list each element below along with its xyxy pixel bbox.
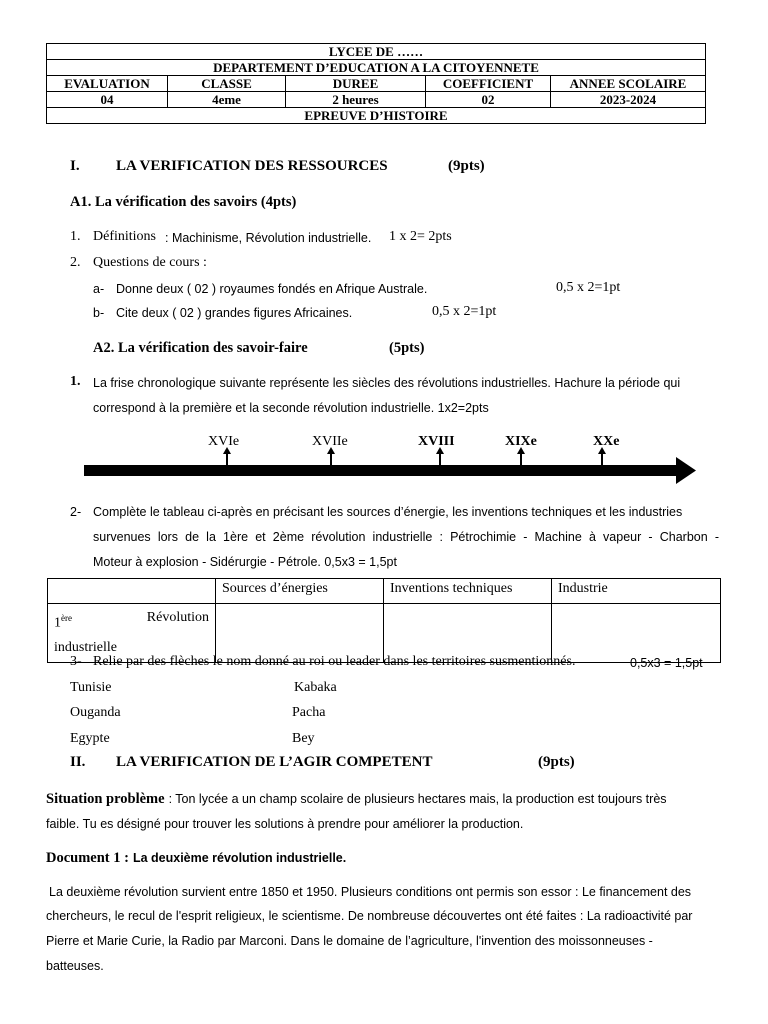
col-evaluation: EVALUATION <box>47 76 168 92</box>
leader-pacha: Pacha <box>292 705 326 720</box>
row-word-revolution: Révolution <box>146 610 209 625</box>
row-ordinal-suffix: ère <box>61 613 72 623</box>
situation-line2: faible. Tu es désigné pour trouver les solutions à prendre pour améliorer la production. <box>46 817 524 831</box>
section2-number: II. <box>70 754 86 770</box>
situation-label: Situation problème <box>46 791 165 807</box>
table-header-empty <box>48 579 216 604</box>
a1-q1-number: 1. <box>70 229 81 244</box>
territory-egypte: Egypte <box>70 731 110 746</box>
section1-points: (9pts) <box>448 158 485 174</box>
timeline-label-xvie: XVIe <box>208 434 240 449</box>
department-name: DEPARTEMENT D’EDUCATION A LA CITOYENNETE <box>47 60 706 76</box>
a1-q1-label: Définitions <box>93 229 156 244</box>
row-word-industrielle: industrielle <box>54 639 117 655</box>
section2-title: LA VERIFICATION DE L’AGIR COMPETENT <box>116 754 433 770</box>
val-evaluation: 04 <box>47 92 168 108</box>
timeline-label-xviie: XVIIe <box>312 434 348 449</box>
a1-qb-number: b- <box>93 306 105 320</box>
col-duree: DUREE <box>286 76 426 92</box>
timeline <box>80 430 700 490</box>
a1-qb-text: Cite deux ( 02 ) grandes figures Africaines. <box>116 306 353 320</box>
header-table <box>46 43 706 124</box>
revolution-table <box>47 578 721 663</box>
a2-q1-number: 1. <box>70 374 81 389</box>
val-coefficient: 02 <box>426 92 551 108</box>
a1-q2-number: 2. <box>70 255 81 270</box>
q3-points: 0,5x3 = 1,5pt <box>630 656 703 670</box>
timeline-label-xixe: XIXe <box>505 434 537 449</box>
document1-label: Document 1 : <box>46 850 129 866</box>
table-cell-industry[interactable] <box>552 604 721 663</box>
situation-line1-wrap <box>46 790 667 808</box>
table-header-industry: Industrie <box>552 579 721 604</box>
q2-line3: Moteur à explosion - Sidérurgie - Pétrole. 0,5x3 = 1,5pt <box>93 555 397 569</box>
val-classe: 4eme <box>168 92 286 108</box>
document1-line1: La deuxième révolution survient entre 1850 et 1950. Plusieurs conditions ont permis son essor : Le financement des <box>49 885 692 899</box>
val-duree: 2 heures <box>286 92 426 108</box>
q2-number: 2- <box>70 505 82 519</box>
a1-title: A1. La vérification des savoirs (4pts) <box>70 194 297 210</box>
situation-line1: : Ton lycée a un champ scolaire de plusieurs hectares mais, la production est toujours très <box>168 792 667 806</box>
a2-q1-line1: La frise chronologique suivante représente les siècles des révolutions industrielles. Hachure la période qui <box>93 376 681 390</box>
table-header-energy: Sources d’énergies <box>216 579 384 604</box>
row-ordinal: 1 <box>54 615 61 631</box>
col-classe: CLASSE <box>168 76 286 92</box>
timeline-label-xxe: XXe <box>593 434 620 449</box>
section2-points: (9pts) <box>538 754 575 770</box>
a1-qa-text: Donne deux ( 02 ) royaumes fondés en Afrique Australe. <box>116 282 428 296</box>
timeline-label-xviii: XVIII <box>418 434 455 449</box>
q3-text: Relie par des flèches le nom donné au roi ou leader dans les territoires susmentionnés. <box>93 654 576 669</box>
q2-line1: Complète le tableau ci-après en précisant les sources d’énergie, les inventions techniques et les industries <box>93 505 683 519</box>
col-coefficient: COEFFICIENT <box>426 76 551 92</box>
document1-line4: batteuses. <box>46 959 104 973</box>
table-header-inventions: Inventions techniques <box>384 579 552 604</box>
leader-kabaka: Kabaka <box>294 680 337 695</box>
a2-q1-line2: correspond à la première et la seconde révolution industrielle. 1x2=2pts <box>93 401 489 415</box>
exam-title: EPREUVE D’HISTOIRE <box>47 108 706 124</box>
document1-heading <box>46 849 346 867</box>
q2-line2: survenues lors de la 1ère et 2ème révolution industrielle : Pétrochimie - Machine à vapeur - Charbon - <box>93 530 719 544</box>
a2-title: A2. La vérification des savoir-faire <box>93 340 308 356</box>
territory-tunisie: Tunisie <box>70 680 112 695</box>
a2-points: (5pts) <box>389 340 425 356</box>
col-annee: ANNEE SCOLAIRE <box>551 76 706 92</box>
a1-q1-points: 1 x 2= 2pts <box>389 229 452 244</box>
document1-line3: Pierre et Marie Curie, la Radio par Marconi. Dans le domaine de l’agriculture, l'invention des moissonneuses - <box>46 934 653 948</box>
school-name: LYCEE DE …… <box>47 44 706 60</box>
a1-q1-text: : Machinisme, Révolution industrielle. <box>165 231 372 245</box>
val-annee: 2023-2024 <box>551 92 706 108</box>
document1-title: La deuxième révolution industrielle. <box>132 851 347 865</box>
a1-qa-points: 0,5 x 2=1pt <box>556 280 621 295</box>
leader-bey: Bey <box>292 731 315 746</box>
section1-number: I. <box>70 158 80 174</box>
q3-number: 3- <box>70 654 82 669</box>
section1-title: LA VERIFICATION DES RESSOURCES <box>116 158 388 174</box>
a1-qa-number: a- <box>93 282 105 296</box>
territory-ouganda: Ouganda <box>70 705 121 720</box>
a1-qb-points: 0,5 x 2=1pt <box>432 304 497 319</box>
a1-q2-label: Questions de cours : <box>93 255 207 270</box>
document1-line2: chercheurs, le recul de l'esprit religieux, le scientisme. De nombreuse découvertes ont été faites : La radioactivité par <box>46 909 693 923</box>
